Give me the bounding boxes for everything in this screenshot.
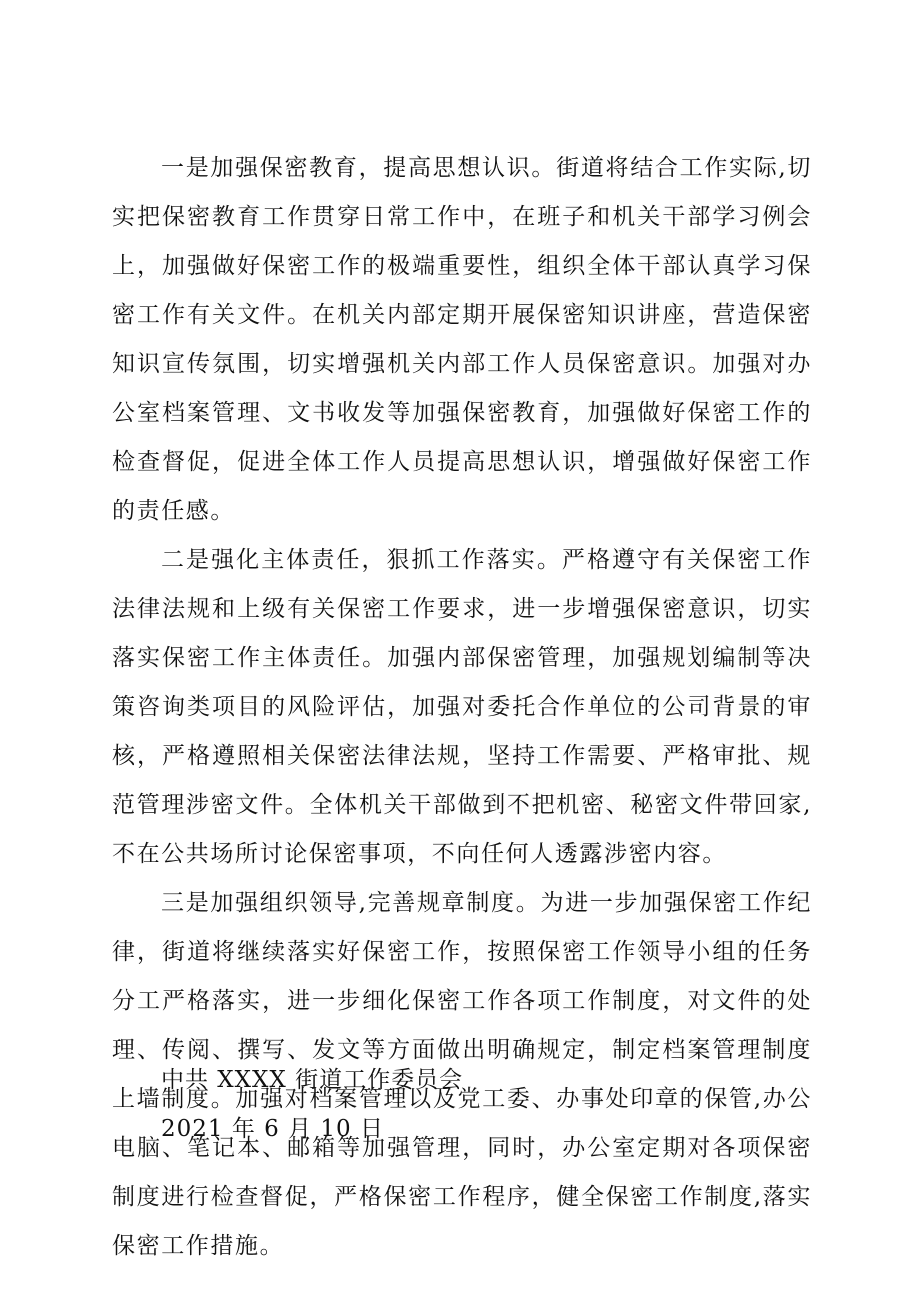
paragraph-responsibility: 二是强化主体责任，狠抓工作落实。严格遵守有关保密工作法律法规和上级有关保密工作要求，进一步增强保密意识，切实落实保密工作主体责任。加强内部保密管理，加强规划编制等决策咨询类项目的风险评估，加强对委托合作单位的公司背景的审核，严格遵照相关保密法律法规，坚持工作需要、严格审批、规范管理涉密文件。全体机关干部做到不把机密、秘密文件带回家,不在公共场所讨论保密事项，不向任何人透露涉密内容。 <box>112 547 812 867</box>
paragraph-leadership: 三是加强组织领导,完善规章制度。为进一步加强保密工作纪律，街道将继续落实好保密工作，按照保密工作领导小组的任务分工严格落实，进一步细化保密工作各项工作制度，对文件的处理、传阅、撰写、发文等方面做出明确规定，制定档案管理制度上墙制度。加强对档案管理以及党工委、办事处印章的保管,办公电脑、笔记本、邮箱等加强管理，同时，办公室定期对各项保密制度进行检查督促，严格保密工作程序，健全保密工作制度,落实保密工作措施。 <box>112 890 812 1259</box>
paragraph-education: 一是加强保密教育，提高思想认识。街道将结合工作实际,切实把保密教育工作贯穿日常工作中，在班子和机关干部学习例会上，加强做好保密工作的极端重要性，组织全体干部认真学习保密工作有关文件。在机关内部定期开展保密知识讲座，营造保密知识宣传氛围，切实增强机关内部工作人员保密意识。加强对办公室档案管理、文书收发等加强保密教育，加强做好保密工作的检查督促，促进全体工作人员提高思想认识，增强做好保密工作的责任感。 <box>112 155 812 524</box>
signature-organization: 中共 XXXX 街道工作委员会 <box>161 1067 464 1093</box>
signature-date: 2021 年 6 月 10 日 <box>161 1116 384 1142</box>
signature-block <box>161 1056 463 1154</box>
